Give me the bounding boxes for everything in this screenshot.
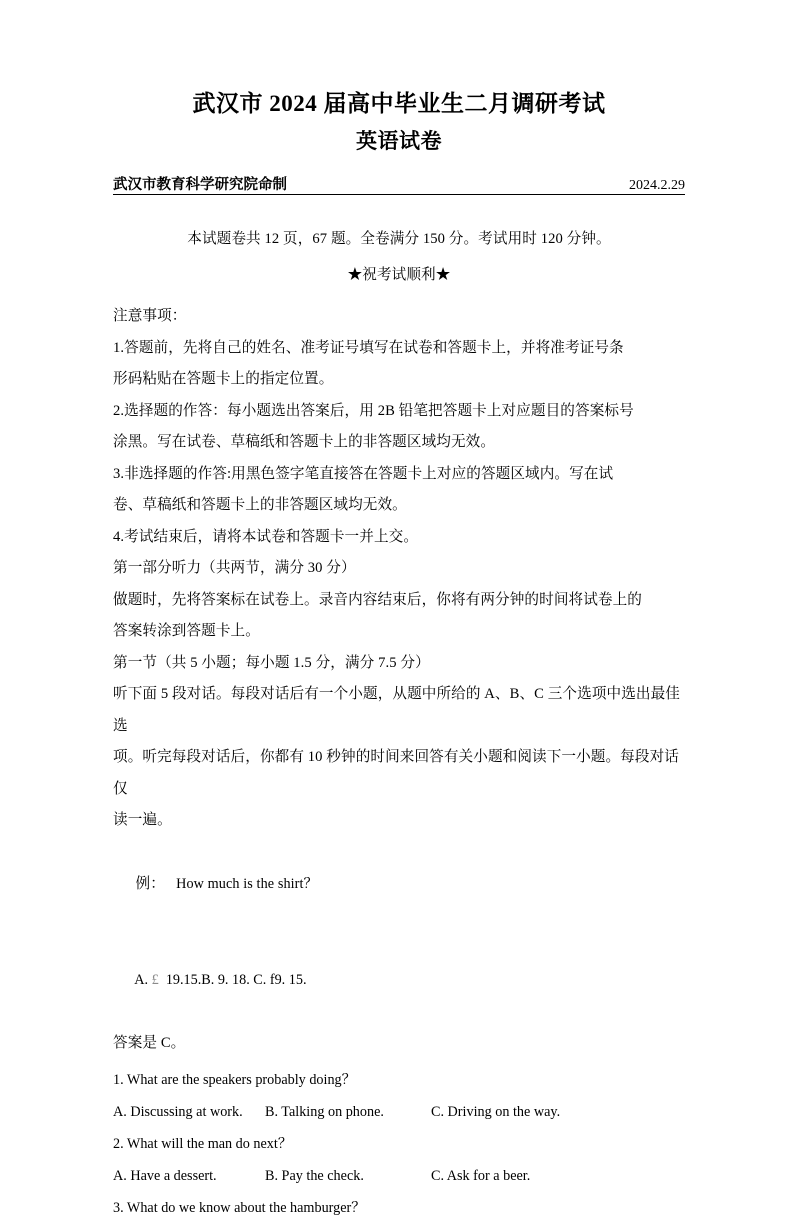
question-options-row	[113, 1160, 685, 1192]
part-one-instruction: 做题时，先将答案标在试卷上。录音内容结束后，你将有两分钟的时间将试卷上的	[113, 591, 642, 608]
spacer	[113, 291, 685, 301]
option-c[interactable]: C. Ask for a beer.	[431, 1167, 531, 1184]
good-luck-line: ★祝考试顺利★	[347, 266, 451, 283]
byline-date: 2024.2.29	[629, 178, 685, 193]
question-stem: 2. What will the man do next？	[113, 1135, 293, 1152]
question-stem: 1. What are the speakers probably doing？	[113, 1071, 356, 1088]
section-one-heading: 第一节（共 5 小题；每小题 1.5 分，满分 7.5 分）	[113, 654, 430, 671]
notes-item: 3.非选择题的作答:用黑色签字笔直接答在答题卡上对应的答题区域内。写在试	[113, 465, 614, 482]
spacer	[113, 195, 685, 224]
question-stem: 3. What do we know about the hamburger？	[113, 1199, 366, 1216]
pound-symbol: £	[151, 972, 159, 988]
example-question: How much is the shirt？	[176, 876, 318, 892]
page-content	[113, 88, 685, 1224]
example-label: 例：	[135, 876, 165, 892]
byline-row	[113, 172, 685, 195]
option-c[interactable]: C. Driving on the way.	[431, 1103, 561, 1120]
section-one-instruction: 读一遍。	[113, 812, 172, 828]
notes-item: 4.考试结束后，请将本试卷和答题卡一并上交。	[113, 528, 419, 545]
example-option-prefix: A.	[134, 972, 149, 988]
notes-item: 形码粘贴在答题卡上的指定位置。	[113, 371, 334, 387]
notes-item: 涂黑。写在试卷、草稿纸和答题卡上的非答题区域均无效。	[113, 434, 496, 450]
page-title: 武汉市 2024 届高中毕业生二月调研考试	[192, 91, 606, 116]
part-one-heading: 第一部分听力（共两节，满分 30 分）	[113, 560, 356, 576]
notes-item: 2.选择题的作答：每小题选出答案后，用 2B 铅笔把答题卡上对应题目的答案标号	[113, 402, 634, 419]
notes-heading: 注意事项：	[113, 308, 187, 324]
example-question-line	[113, 837, 685, 933]
notes-item: 卷、草稿纸和答题卡上的非答题区域均无效。	[113, 497, 407, 513]
section-one-instruction: 听下面 5 段对话。每段对话后有一个小题，从题中所给的 A、B、C 三个选项中选出最佳选	[113, 686, 680, 734]
exam-info-line: 本试题卷共 12 页，67 题。全卷满分 150 分。考试用时 120 分钟。	[187, 231, 611, 247]
example-options-line	[113, 932, 685, 1028]
byline-author: 武汉市教育科学研究院命制	[113, 177, 287, 193]
option-a[interactable]: A. Discussing at work.	[113, 1103, 243, 1120]
section-one-instruction: 项。听完每段对话后，你都有 10 秒钟的时间来回答有关小题和阅读下一小题。每段对话仅	[113, 749, 679, 797]
page-subtitle: 英语试卷	[356, 129, 442, 153]
part-one-instruction: 答案转涂到答题卡上。	[113, 623, 260, 639]
notes-item: 1.答题前，先将自己的姓名、准考证号填写在试卷和答题卡上，并将准考证号条	[113, 339, 624, 356]
option-b[interactable]: B. Talking on phone.	[265, 1103, 384, 1120]
example-options-rest: 19.15.B. 9. 18. C. f9. 15.	[165, 972, 307, 988]
option-b[interactable]: B. Pay the check.	[265, 1167, 364, 1184]
example-answer: 答案是 C。	[113, 1035, 186, 1051]
option-a[interactable]: A. Have a dessert.	[113, 1167, 217, 1184]
